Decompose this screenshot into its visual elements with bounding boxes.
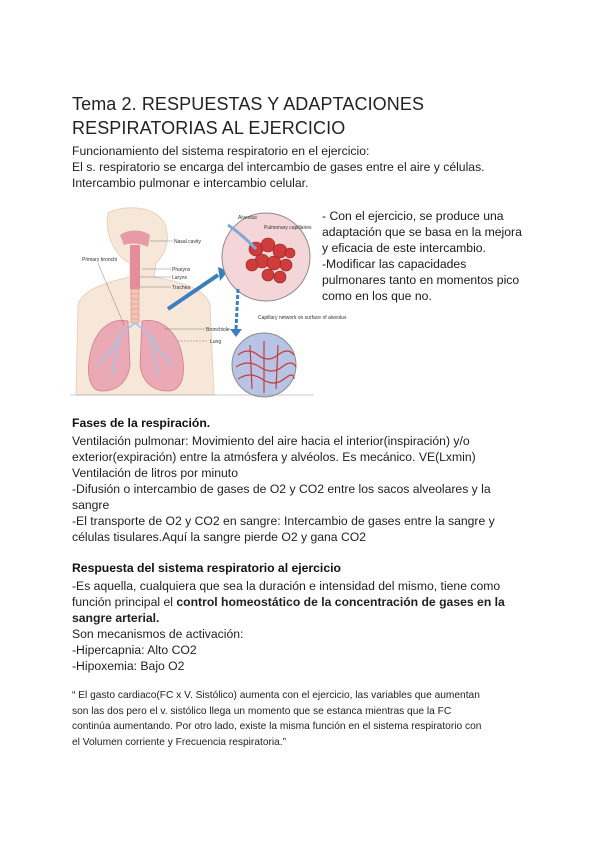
label-alveolus: Alveolus [238,215,257,221]
label-larynx: Larynx [172,275,188,281]
pharynx-tube [130,245,140,289]
respuesta-line-5: -Hipercapnia: Alto CO2 [72,643,197,657]
side-note [322,208,522,304]
quote-line-3: continúa aumentando. Por otro lado, existe la misma función en el sistema respiratorio con [72,721,482,732]
respuesta-line-2-text: función principal el [72,595,177,609]
respiratory-system-illustration [68,205,347,397]
fases-line-4: -Difusión o intercambio de gases de O2 y CO2 entre los sacos alveolares y la [72,482,491,496]
title-line-2: RESPIRATORIAS AL EJERCICIO [72,118,346,138]
fases-line-6: -El transporte de O2 y CO2 en sangre: Intercambio de gases entre la sangre y [72,514,495,528]
zoom-arrow-lower-head [230,329,242,337]
respuesta-line-4: Son mecanismos de activación: [72,627,244,641]
quote-line-2: son las dos pero el v. sistólico llega un momento que se estanca mientras que la FC [72,705,452,717]
side-note-line-6: como en los que no. [322,289,432,303]
respuesta-line-3 [72,610,532,626]
intro-line-1: Funcionamiento del sistema respiratorio en el ejercicio: [72,144,370,158]
intro-paragraph [72,143,522,191]
respuesta-line-2-bold: control homeostático de la concentración de gases en la [176,595,505,609]
label-lung: Lung [210,339,222,345]
label-pulmonary-capillaries: Pulmonary capillaries [264,225,312,231]
respuesta-line-1: -Es aquella, cualquiera que sea la duración e intensidad del mismo, tiene como [72,579,501,593]
respuesta-heading: Respuesta del sistema respiratorio al ejercicio [72,561,341,575]
label-trachea: Trachea [172,285,191,291]
intro-line-3: Intercambio pulmonar e intercambio celular. [72,176,309,190]
title-line-1: Tema 2. RESPUESTAS Y ADAPTACIONES [72,94,425,114]
side-note-line-2: adaptación que se basa en la mejora [322,225,522,239]
label-primary-bronchi: Primary bronchi [82,257,118,263]
respuesta-section [72,560,532,674]
respuesta-line-2 [72,594,532,610]
quote-line-1: “ El gasto cardiaco(FC x V. Sistólico) aumenta con el ejercicio, las variables que aumentan [72,690,480,701]
side-note-line-3: y eficacia de este intercambio. [322,241,486,255]
label-bronchiole: Bronchiole [206,327,230,333]
fases-line-3: Ventilación de litros por minuto [72,466,238,480]
page-title [72,92,512,140]
fases-line-7: células tisulares.Aquí la sangre pierde O2 y gana CO2 [72,530,367,544]
label-capillary-network: Capillary network on surface of alveolus [258,315,347,321]
fases-line-5: sangre [72,498,110,512]
fases-line-1: Ventilación pulmonar: Movimiento del aire hacia el interior(inspiración) y/o [72,434,470,448]
fases-line-2: exterior(expiración) entre la atmósfera y alvéolos. Es mecánico. VE(Lxmin) [72,450,476,464]
fases-heading: Fases de la respiración. [72,416,211,430]
intro-line-2: El s. respiratorio se encarga del intercambio de gases entre el aire y células. [72,160,485,174]
side-note-line-1: - Con el ejercicio, se produce una [322,209,504,223]
quote-paragraph [72,688,542,750]
respuesta-line-6: -Hipoxemia: Bajo O2 [72,659,185,673]
side-note-line-5: pulmonares tanto en momentos pico [322,273,520,287]
label-nasal-cavity: Nasal cavity [174,239,201,245]
side-note-line-4: -Modificar las capacidades [322,257,467,271]
fases-section [72,415,532,545]
quote-line-4: el Volumen corriente y Frecuencia respiratoria.” [72,736,287,748]
respuesta-line-3-bold: sangre arterial. [72,611,160,625]
label-pharynx: Pharynx [172,267,191,273]
zoom-arrow-lower [236,289,238,329]
